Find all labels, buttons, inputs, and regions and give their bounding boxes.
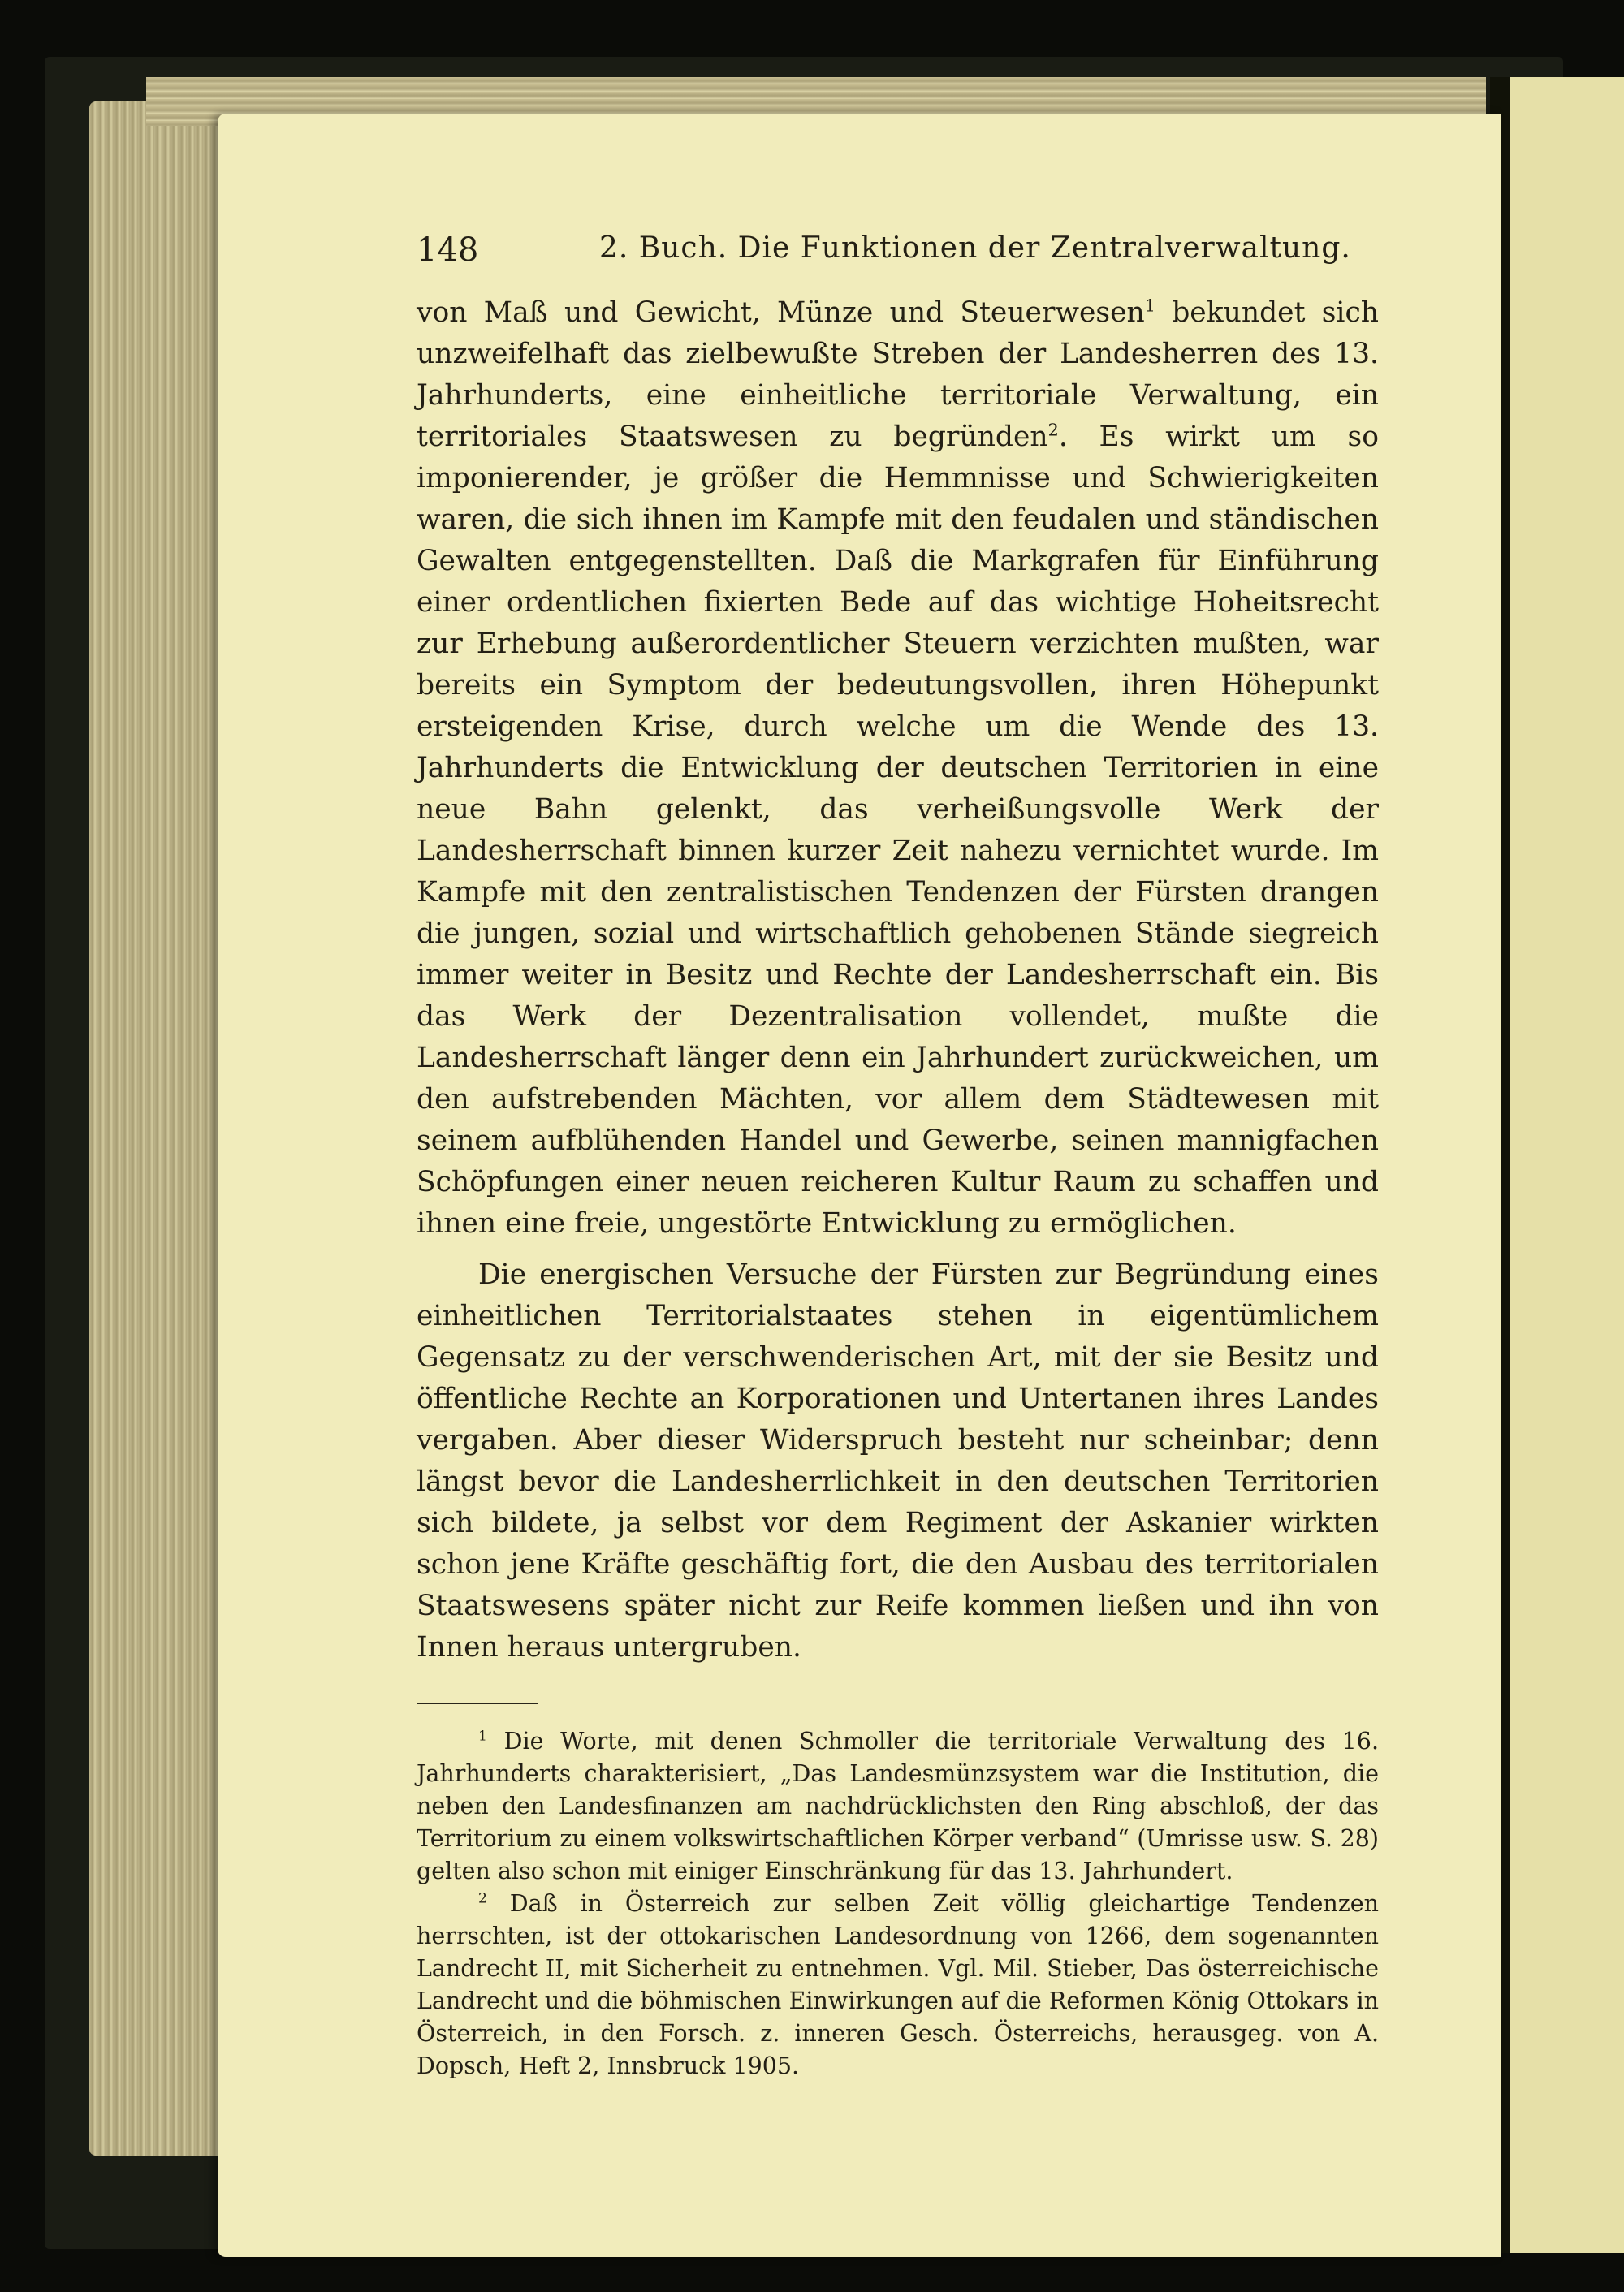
footnote-2: [417, 1888, 1379, 2083]
paragraph-1-part-3: . Es wirkt um so imponierender, je größer die Hemmnisse und Schwierigkeiten waren, die sich ihnen im Kampfe mit den feudalen und ständischen Gewalten entgegenstellten. Daß die Markgrafen für Einführung einer ordentlichen fixierten Bede auf das wichtige Hoheitsrecht zur Erhebung außerordentlicher Steuern verzichten mußten, war bereits ein Symptom der bedeutungsvollen, ihren Höhepunkt ersteigenden Krise, durch welche um die Wende des 13. Jahrhunderts die Entwicklung der deutschen Territorien in eine neue Bahn gelenkt, das verheißungsvolle Werk der Landesherrschaft binnen kurzer Zeit nahezu vernichtet wurde. Im Kampfe mit den zentralistischen Tendenzen der Fürsten drangen die jungen, sozial und wirtschaftlich gehobenen Stände siegreich immer weiter in Besitz und Rechte der Landesherrschaft ein. Bis das Werk der Dezentralisation vollendet, mußte die Landesherrschaft länger denn ein Jahrhundert zurückweichen, um den aufstrebenden Mächten, vor allem dem Städtewesen mit seinem aufblühenden Handel und Gewerbe, seinen mannigfachen Schöpfungen einer neuen reicheren Kultur Raum zu schaffen und ihnen eine freie, ungestörte Entwicklung zu ermöglichen.: [417, 421, 1379, 1240]
book-page: [218, 114, 1501, 2257]
body-text: [417, 292, 1379, 1668]
running-head: 2. Buch. Die Funktionen der Zentralverwaltung.: [599, 231, 1351, 265]
footnote-marker-1: 1: [478, 1728, 487, 1745]
page-header: [417, 231, 1379, 280]
footnote-ref-2: 2: [1047, 420, 1059, 440]
paragraph-2: Die energischen Versuche der Fürsten zur Begründung eines einheitlichen Territorialstaates stehen in eigentümlichem Gegensatz zu der verschwenderischen Art, mit der sie Besitz und öffentliche Rechte an Korporationen und Untertanen ihres Landes vergaben. Aber dieser Widerspruch besteht nur scheinbar; denn längst bevor die Landesherrlichkeit in den deutschen Territorien sich bildete, ja selbst vor dem Regiment der Askanier wirkten schon jene Kräfte geschäftig fort, die den Ausbau des territorialen Staatswesens später nicht zur Reife kommen ließen und ihn von Innen heraus untergruben.: [417, 1258, 1379, 1664]
footnotes: [417, 1725, 1379, 2083]
footnote-ref-1: 1: [1144, 296, 1155, 316]
footnote-marker-2: 2: [478, 1890, 487, 1907]
paragraph-1-part-1: von Maß und Gewicht, Münze und Steuerwesen: [417, 296, 1145, 329]
footnote-rule: [417, 1703, 538, 1704]
footnote-1-text: Die Worte, mit denen Schmoller die territoriale Verwaltung des 16. Jahrhunderts charakterisiert, „Das Landesmünzsystem war die Institution, die neben den Landesfinanzen am nachdrücklichsten den Ring abschloß, der das Territorium zu einem volkswirtschaftlichen Körper verband“ (Umrisse usw. S. 28) gelten also schon mit einiger Einschränkung für das 13. Jahrhundert.: [417, 1728, 1379, 1884]
paragraph-1: [417, 292, 1379, 1245]
paragraph-1-part-2: bekundet sich unzweifelhaft das zielbewußte Streben der Landesherren des 13. Jahrhunderts, eine einheitliche territoriale Verwaltung, ein territoriales Staatswesen zu begründen: [417, 296, 1379, 453]
page-number: 148: [417, 231, 479, 269]
facing-page: [1510, 77, 1624, 2253]
footnote-2-text: Daß in Österreich zur selben Zeit völlig gleichartige Tendenzen herrschten, ist der ottokarischen Landesordnung von 1266, dem sogenannten Landrecht II, mit Sicherheit zu entnehmen. Vgl. Mil. Stieber, Das österreichische Landrecht und die böhmischen Einwirkungen auf die Reformen König Ottokars in Österreich, in den Forsch. z. inneren Gesch. Österreichs, herausgeg. von A. Dopsch, Heft 2, Innsbruck 1905.: [417, 1890, 1379, 2079]
page-content: [417, 231, 1379, 2083]
page-stack-edge: [89, 101, 227, 2156]
footnote-1: [417, 1725, 1379, 1888]
